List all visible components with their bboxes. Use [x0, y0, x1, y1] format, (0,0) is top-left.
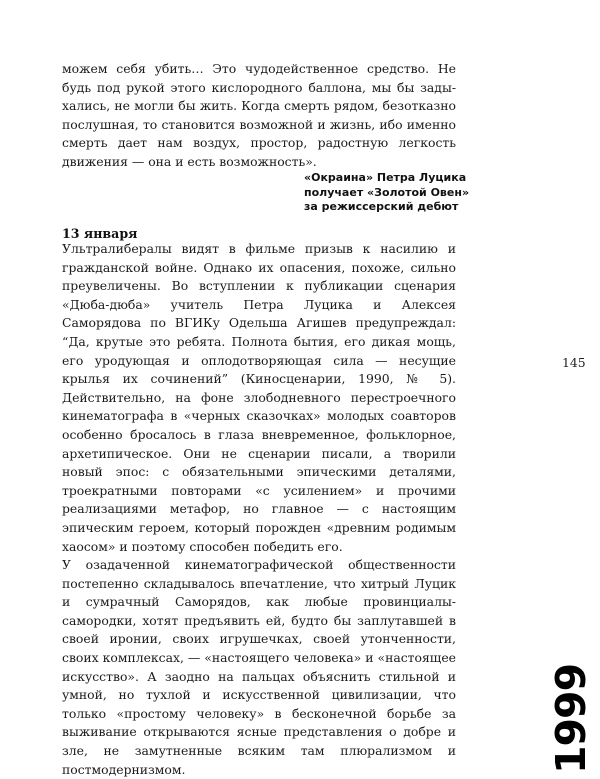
- top-paragraph: можем себя убить… Это чудодейственное средство. Не будь под рукой этого кислородного баллона, мы бы задыхались, не могли бы жить. Когда смерть рядом, безотказно послушная, то становится возможной и жизнь, ибо именно смерть дает нам воздух, простор, радостную легкость движения — она и есть возможность».: [62, 61, 456, 169]
- date-heading: 13 января: [62, 226, 138, 241]
- margin-caption: «Окраина» Петра Луцика получает «Золотой Овен» за режиссерский дебют: [304, 171, 470, 213]
- top-text-block: [62, 60, 456, 172]
- page-number: 145: [562, 355, 586, 370]
- main-text-block: [62, 240, 456, 779]
- main-paragraph-1: Ультралибералы видят в фильме призыв к насилию и гражданской войне. Однако их опасения, похоже, сильно преувеличены. Во вступлении к публикации сценария «Дюба-дюба» учитель Петра Луцика и Алексея Саморядова по ВГИКу Одельша Агишев предупреждал: “Да, крутые это ребята. Полнота бытия, его дикая мощь, его уродующая и оплодотворяющая сила — несущие крылья их сочинений” (Киносценарии, 1990, № 5). Действительно, на фоне злободневного перестроечного кинематографа в «черных сказочках» молодых соавторов особенно бросалось в глаза вневременное, фольклорное, архетипическое. Они не сценарии писали, а творили новый эпос: с обязательными эпическими деталями, троекратными повторами «с усилением» и прочими реализациями метафор, но главное — с настоящим эпическим героем, который порожден «древним родимым хаосом» и поэтому способен победить его.: [62, 241, 456, 554]
- main-paragraph-2: У озадаченной кинематографической общественности постепенно складывалось впечатление, что хитрый Луцик и сумрачный Саморядов, как любые провинциалы-самородки, хотят предъявить ей, будто бы заплутавшей в своей иронии, своих игрушечках, своей утонченности, своих комплексах, — «настоящего человека» и «настоящее искусство». А заодно на пальцах объяснить стильной и умной, но тухлой и искусственной цивилизации, что только «простому человеку» в бесконечной борьбе за выживание открываются ясные представления о добре и зле, не замутненные всяким там плюрализмом и постмодернизмом.: [62, 557, 456, 777]
- year-marker: 1999: [547, 663, 595, 774]
